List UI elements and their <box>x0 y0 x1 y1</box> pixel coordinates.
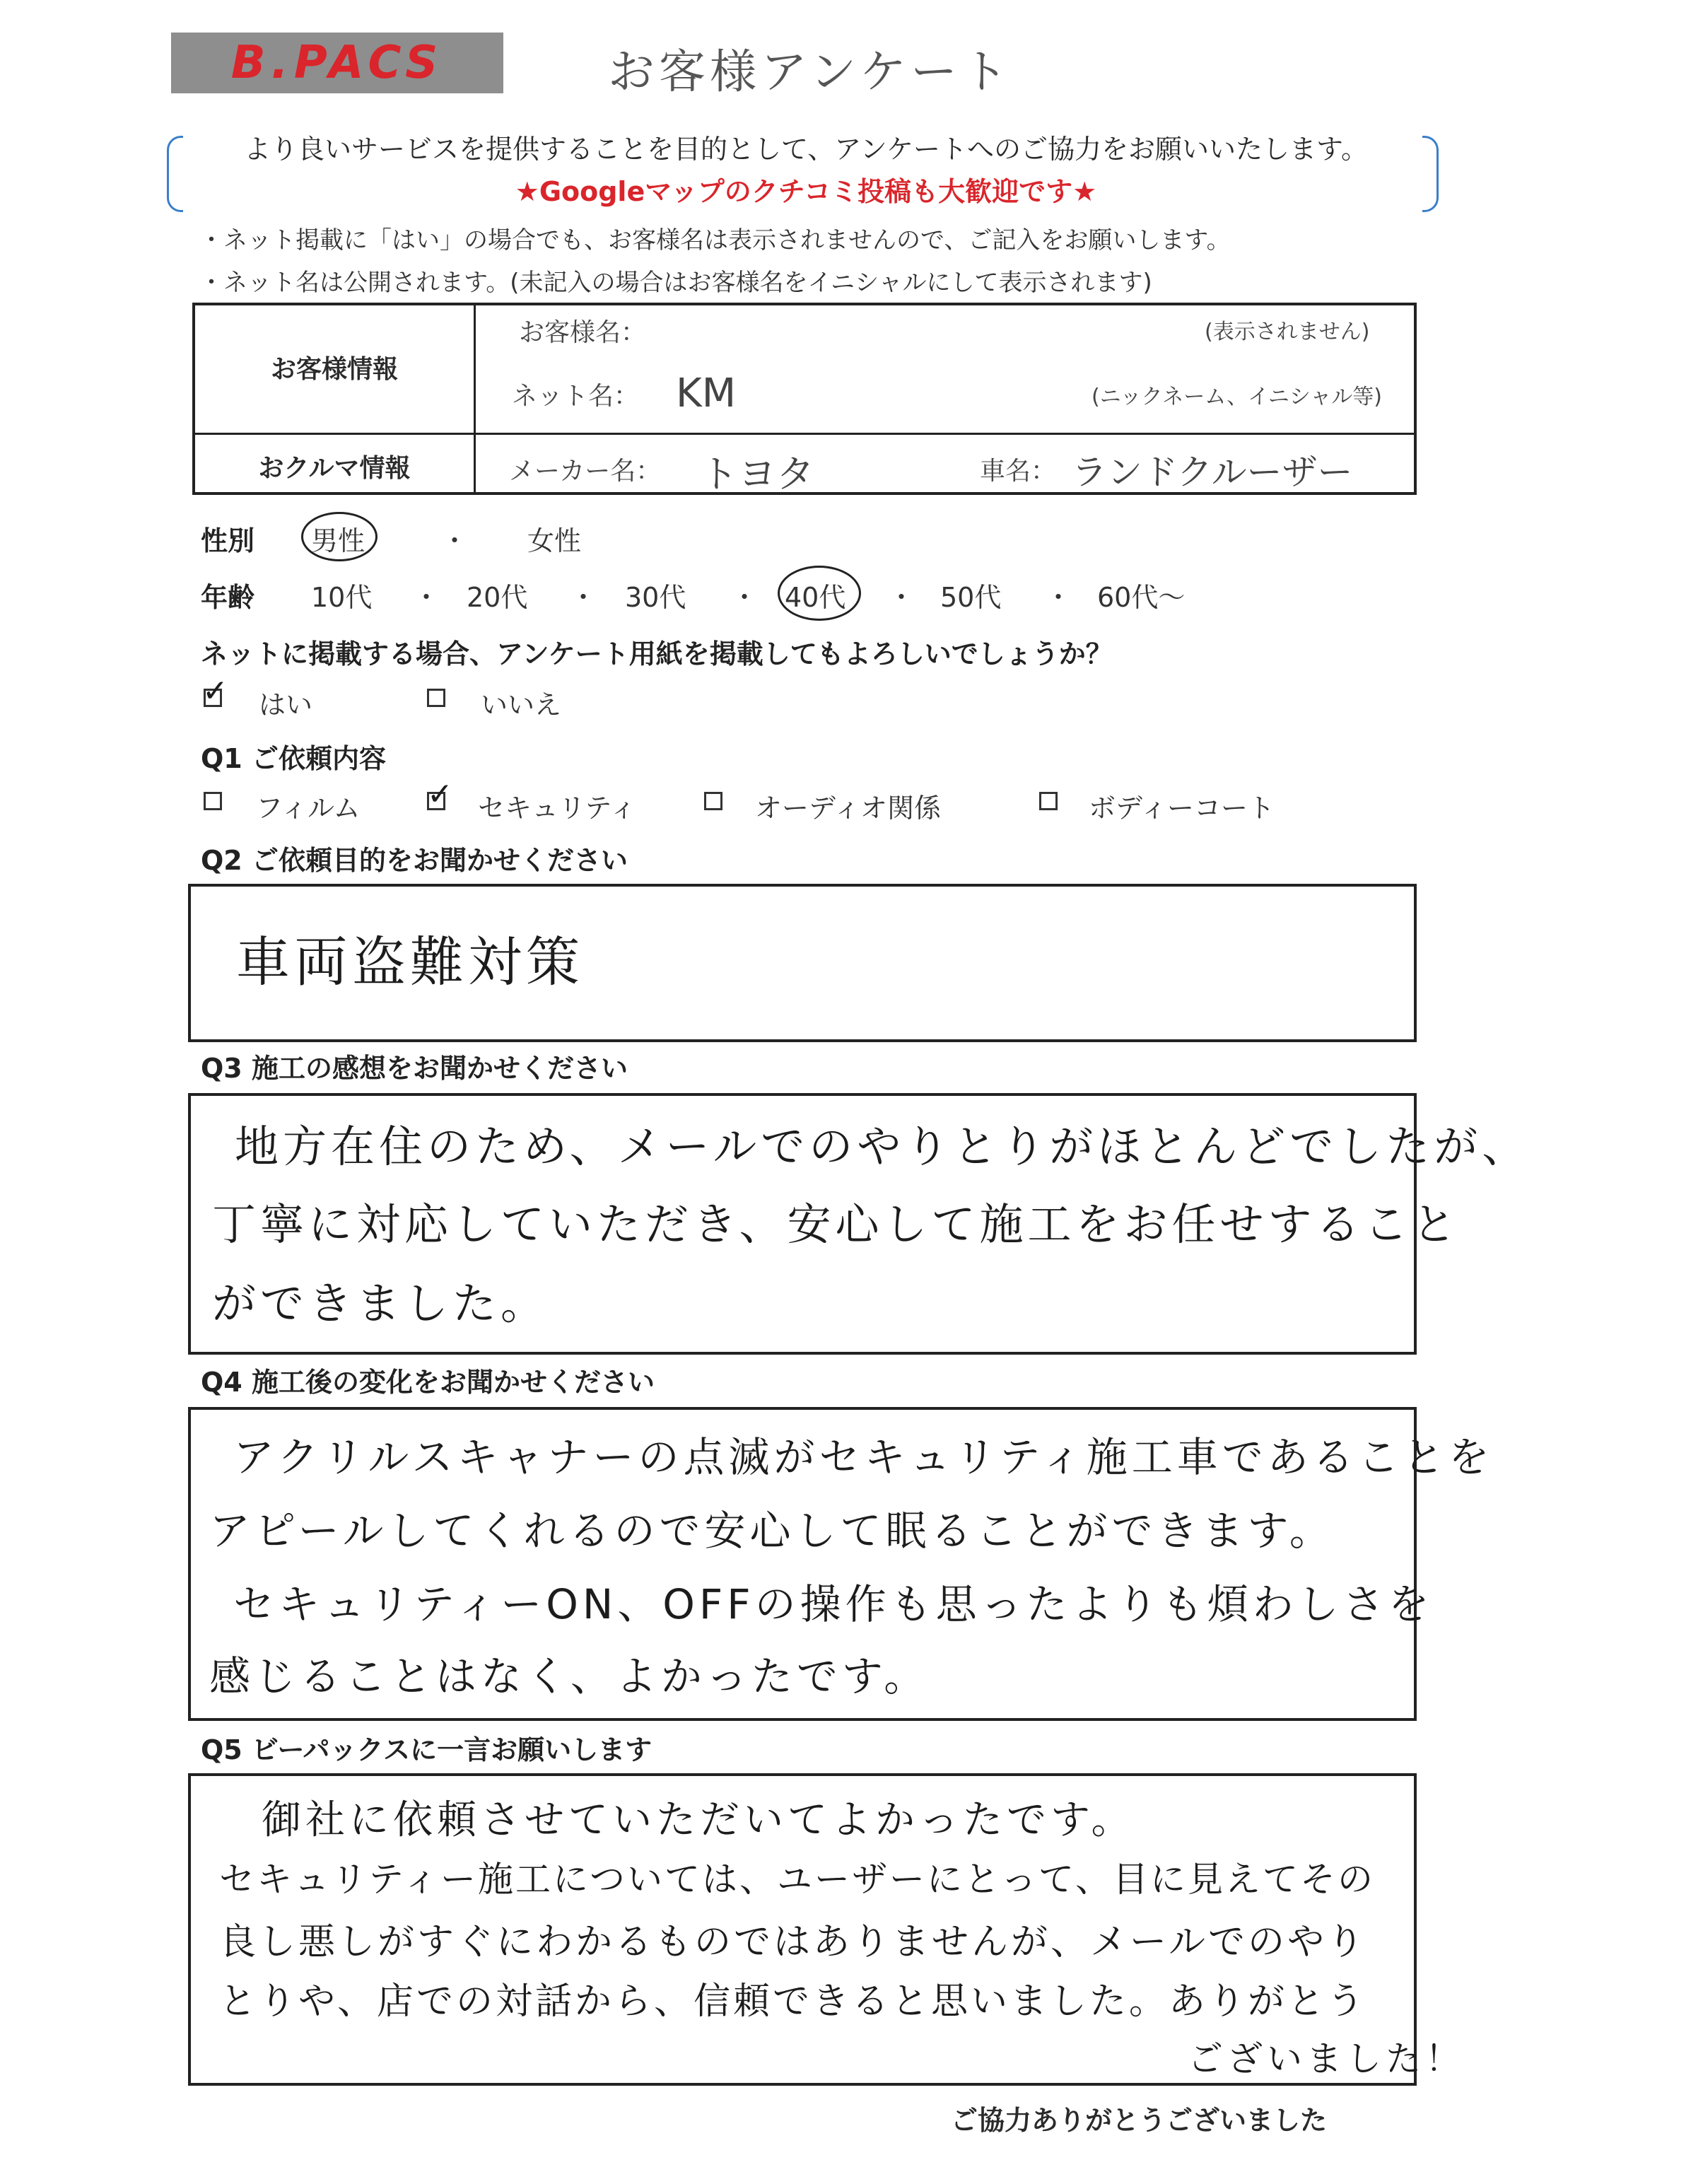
age-option-60s[interactable]: 60代〜 <box>1097 582 1186 613</box>
q1-bodycoat-label: ボディーコート <box>1089 793 1275 824</box>
q3-answer-box[interactable] <box>188 1093 1531 1355</box>
q5-answer-line: 良し悪しがすぐにわかるものではありませんが、メールでのやり <box>219 1921 1367 1963</box>
maker-value[interactable]: トヨタ <box>700 452 814 496</box>
q2-answer-line: 車両盗難対策 <box>236 930 584 993</box>
q5-answer-box[interactable] <box>188 1773 1465 2086</box>
age-separator: ・ <box>570 582 597 613</box>
q3-answer-line: ができました。 <box>212 1278 549 1329</box>
right-bracket <box>1422 136 1439 212</box>
q5-label: Q5 ビーパックスに一言お願いします <box>201 1734 652 1765</box>
age-separator: ・ <box>731 582 759 613</box>
q4-answer-line: セキュリティーON、OFFの操作も思ったよりも煩わしさを <box>233 1580 1434 1628</box>
age-option-50s[interactable]: 50代 <box>940 582 1002 613</box>
maker-label: メーカー名： <box>509 457 662 486</box>
gender-label: 性別 <box>201 525 255 556</box>
note-privacy: ・ネット掲載に「はい」の場合でも、お客様名は表示されませんので、ご記入をお願いします。 <box>199 226 1231 255</box>
q2-answer-box[interactable] <box>188 884 1417 1042</box>
customer-info-header: お客様情報 <box>270 355 398 384</box>
gender-option-female[interactable]: 女性 <box>527 525 582 556</box>
net-name-value[interactable]: KM <box>676 370 737 416</box>
q1-label: Q1 ご依頼内容 <box>201 743 386 774</box>
checkmark-icon: ✓ <box>427 776 453 812</box>
checkmark-icon: ✓ <box>202 673 228 709</box>
q1-audio-checkbox[interactable] <box>704 792 722 810</box>
age-separator: ・ <box>1045 582 1072 613</box>
q3-label: Q3 施工の感想をお聞かせください <box>201 1053 628 1084</box>
publish-no-label: いいえ <box>481 689 562 720</box>
thanks-text: ご協力ありがとうございました <box>951 2105 1328 2136</box>
q4-answer-line: 感じることはなく、よかったです。 <box>209 1652 930 1700</box>
customer-name-hint: (表示されません) <box>1205 320 1370 344</box>
q1-security-label: セキュリティ <box>478 793 637 824</box>
q4-answer-box[interactable] <box>188 1407 1494 1721</box>
publish-no-checkbox[interactable] <box>427 689 445 707</box>
info-table <box>192 303 1417 495</box>
q1-film-checkbox[interactable] <box>204 792 222 810</box>
q1-bodycoat-checkbox[interactable] <box>1039 792 1058 810</box>
age-separator: ・ <box>413 582 440 613</box>
q1-film-label: フィルム <box>256 793 361 824</box>
intro-text: より良いサービスを提供することを目的として、アンケートへのご協力をお願いいたします。 <box>244 134 1368 165</box>
q1-audio-label: オーディオ関係 <box>755 793 941 824</box>
left-bracket <box>167 136 183 212</box>
age-separator: ・ <box>888 582 915 613</box>
customer-name-label: お客様名： <box>519 318 647 347</box>
age-option-20s[interactable]: 20代 <box>467 582 528 613</box>
logo-text: B.PACS <box>230 37 444 89</box>
q4-answer-line: アピールしてくれるので安心して眠ることができます。 <box>209 1507 1335 1555</box>
age-option-30s[interactable]: 30代 <box>625 582 686 613</box>
car-info-header: おクルマ情報 <box>258 454 411 483</box>
q3-answer-line: 丁寧に対応していただき、安心して施工をお任せすること <box>212 1198 1461 1250</box>
publish-question: ネットに掲載する場合、アンケート用紙を掲載してもよろしいでしょうか？ <box>201 638 1113 670</box>
google-review-promo: ★Googleマップのクチコミ投稿も大歓迎です★ <box>515 176 1097 207</box>
note-net-name: ・ネット名は公開されます。(未記入の場合はお客様名をイニシャルにして表示されます) <box>199 269 1152 297</box>
q5-answer-line: ございました！ <box>1188 2038 1465 2079</box>
gender-separator: ・ <box>441 525 469 556</box>
net-name-label: ネット名： <box>512 382 640 411</box>
q2-label: Q2 ご依頼目的をお聞かせください <box>201 845 628 876</box>
q5-answer-line: セキュリティー施工については、ユーザーにとって、目に見えてその <box>219 1859 1375 1900</box>
gender-option-male[interactable]: 男性 <box>311 525 365 556</box>
q4-answer-line: アクリルスキャナーの点滅がセキュリティ施工車であることを <box>233 1433 1494 1481</box>
q5-answer-line: とりや、店での対話から、信頼できると思いました。ありがとう <box>219 1980 1367 2023</box>
net-name-hint: (ニックネーム、イニシャル等) <box>1092 385 1383 409</box>
page-title: お客様アンケート <box>608 45 1013 99</box>
q5-answer-line: 御社に依頼させていただいてよかったです。 <box>262 1797 1135 1843</box>
bpacs-logo <box>171 33 503 93</box>
publish-yes-label: はい <box>259 689 313 720</box>
q4-label: Q4 施工後の変化をお聞かせください <box>201 1367 655 1398</box>
age-option-10s[interactable]: 10代 <box>311 582 373 613</box>
car-name-label: 車名： <box>980 457 1057 486</box>
age-option-40s[interactable]: 40代 <box>785 582 846 613</box>
car-name-value[interactable]: ランドクルーザー <box>1072 452 1353 493</box>
age-label: 年齢 <box>201 582 255 613</box>
q3-answer-line: 地方在住のため、メールでのやりとりがほとんどでしたが、 <box>235 1121 1531 1172</box>
